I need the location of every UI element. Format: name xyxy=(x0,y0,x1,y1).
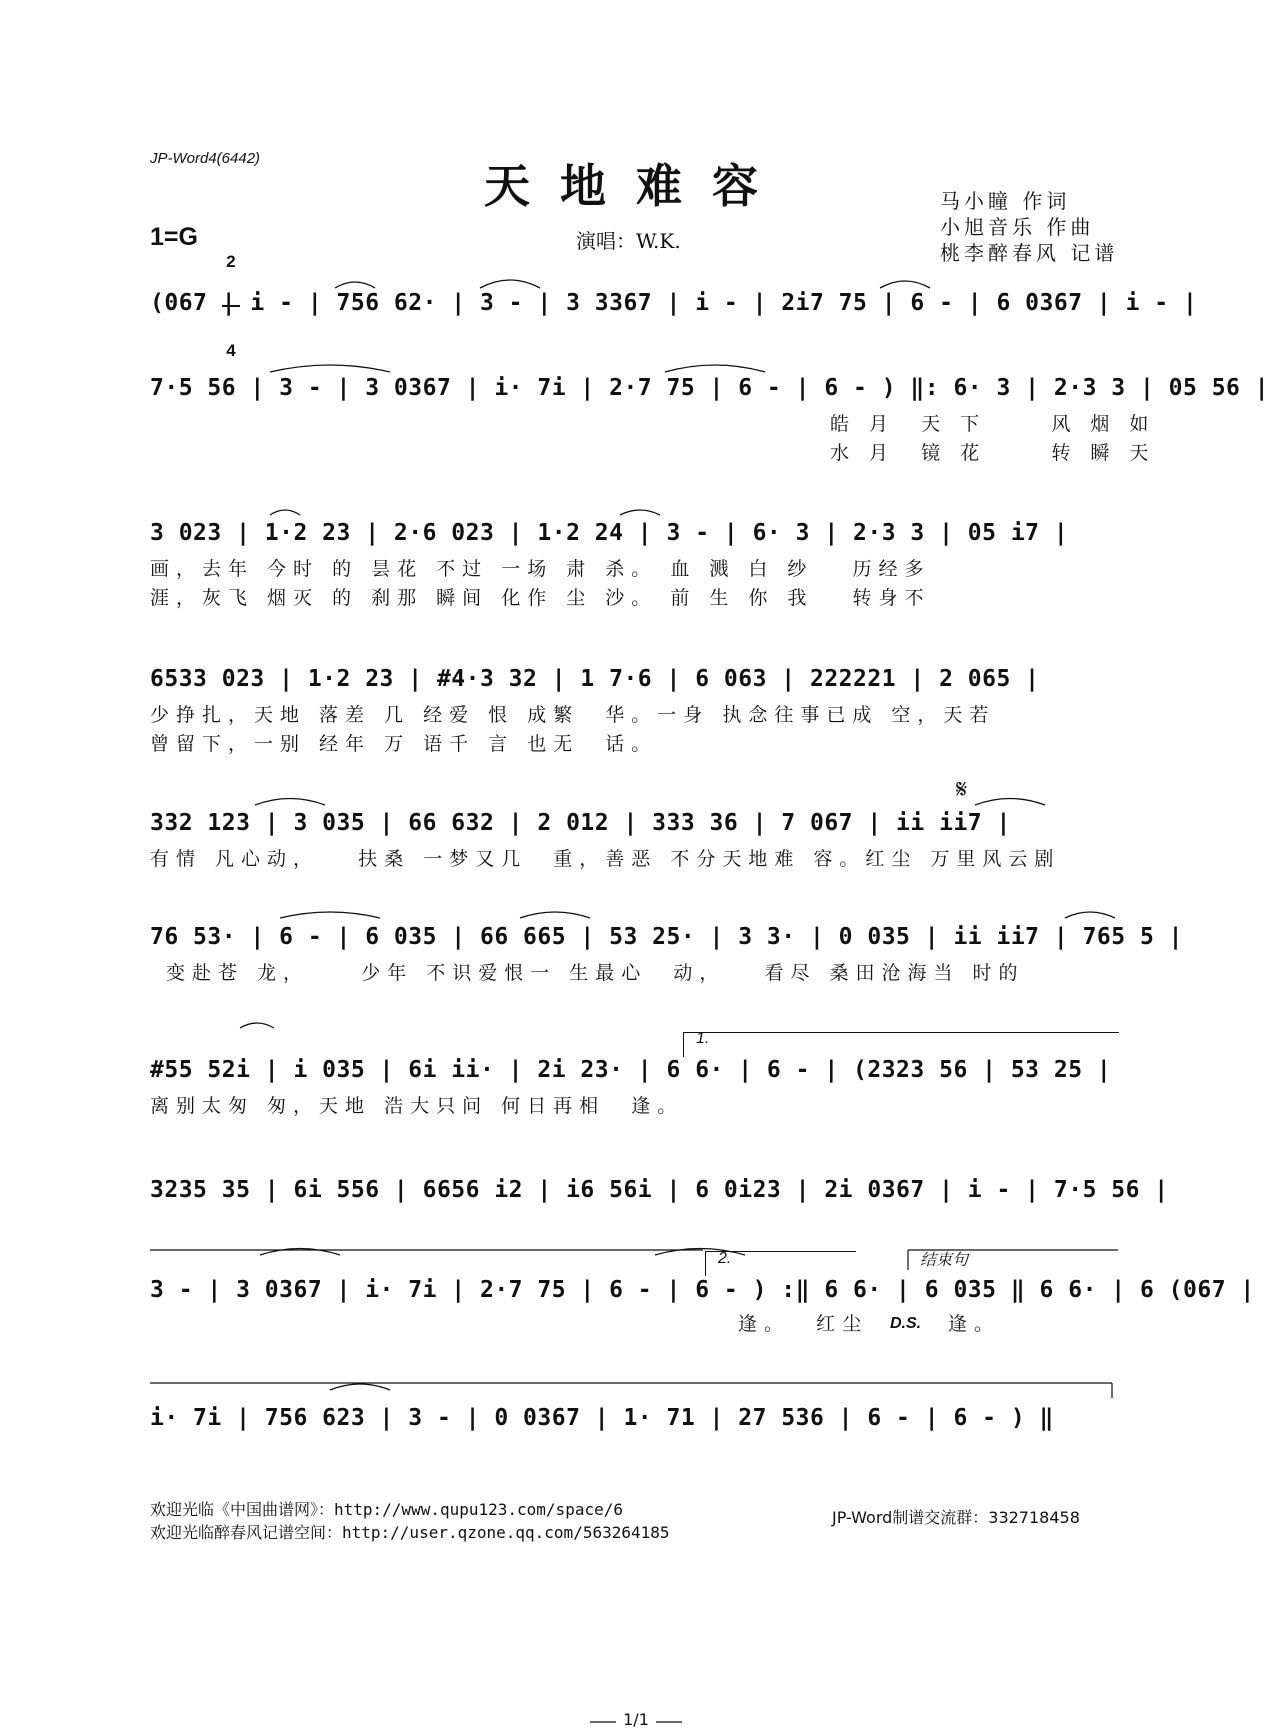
key-signature: 1=G xyxy=(150,223,198,251)
footer-link-qzone[interactable]: 欢迎光临醉春风记谱空间：http://user.qzone.qq.com/563264185 xyxy=(150,1523,670,1542)
singer-credit: 演唱：W.K. xyxy=(576,229,681,253)
lyrics-line-9-ending: 逢。 xyxy=(948,1313,1001,1335)
volta-bracket-1 xyxy=(683,1032,1119,1057)
lyrics-line-2-verse-2: 水 月 镜 花 转 瞬 天 xyxy=(830,442,1156,464)
lyrics-line-4-verse-2: 曾留下，一别 经年 万 语千 言 也无 话。 xyxy=(150,733,658,755)
time-signature-top: 2 xyxy=(226,252,236,271)
lyrics-line-9: 逢。 红尘 xyxy=(738,1313,869,1335)
dal-segno-mark: D.S. xyxy=(890,1315,922,1332)
lyrics-line-4-verse-1: 少挣扎，天地 落差 几 经爱 恨 成繁 华。一身 执念往事已成 空，天若 xyxy=(150,704,996,726)
ending-label: 结束句 xyxy=(920,1252,969,1269)
lyrics-line-3-verse-2: 涯，灰飞 烟灭 的 刹那 瞬间 化作 尘 沙。 前 生 你 我 转身不 xyxy=(150,587,931,609)
lyrics-line-5: 有情 凡心动， 扶桑 一梦又几 重，善恶 不分天地难 容。红尘 万里风云剧 xyxy=(150,848,1061,870)
lyrics-line-2-verse-1: 皓 月 天 下 风 烟 如 xyxy=(830,413,1156,435)
volta-1-label: 1. xyxy=(696,1030,710,1047)
time-signature-bottom: 4 xyxy=(226,341,236,360)
volta-bracket-2 xyxy=(705,1251,856,1276)
notes-line-3: 3 023 | 1·2 23 | 2·6 023 | 1·2 24 | 3 - | 6· 3 | 2·3 3 | 05 i7 | xyxy=(150,520,1069,546)
notes-line-6: 76 53· | 6 - | 6 035 | 66 665 | 53 25· | 3 3· | 0 035 | ii ii7 | 765 5 | xyxy=(150,924,1183,950)
footer-link-qupu[interactable]: 欢迎光临《中国曲谱网》：http://www.qupu123.com/space/6 xyxy=(150,1500,623,1519)
lyrics-line-7: 离别太匆 匆，天地 浩大只问 何日再相 逢。 xyxy=(150,1095,684,1117)
notes-line-5: 332 123 | 3 035 | 66 632 | 2 012 | 333 36 | 7 067 | ii ii7 | xyxy=(150,810,1011,836)
notes-line-8: 3235 35 | 6i 556 | 6656 i2 | i6 56i | 6 0i23 | 2i 0367 | i - | 7·5 56 | xyxy=(150,1177,1169,1203)
page-number: 1/1 xyxy=(623,1710,649,1729)
qq-group-info: JP-Word制谱交流群：332718458 xyxy=(832,1508,1080,1527)
notes-line-9: 3 - | 3 0367 | i· 7i | 2·7 75 | 6 - | 6 - ) :‖ 6 6· | 6 035 ‖ 6 6· | 6 (067 | xyxy=(150,1277,1255,1303)
notes-line-2: 7·5 56 | 3 - | 3 0367 | i· 7i | 2·7 75 | 6 - | 6 - ) ‖: 6· 3 | 2·3 3 | 05 56 | xyxy=(150,375,1270,401)
page-title: 天地难容 xyxy=(484,159,788,213)
notes-line-1: (067 | i - | 756 62· | 3 - | 3 3367 | i - | 2i7 75 | 6 - | 6 0367 | i - | xyxy=(150,290,1198,316)
transcriber-credit: 桃李醉春风 记谱 xyxy=(940,241,1119,265)
notes-line-4: 6533 023 | 1·2 23 | #4·3 32 | 1 7·6 | 6 063 | 222221 | 2 065 | xyxy=(150,666,1040,692)
notes-line-7: #55 52i | i 035 | 6i ii· | 2i 23· | 6 6· | 6 - | (2323 56 | 53 25 | xyxy=(150,1057,1112,1083)
software-tag: JP-Word4(6442) xyxy=(150,150,261,167)
notes-line-10: i· 7i | 756 623 | 3 - | 0 0367 | 1· 71 | 27 536 | 6 - | 6 - ) ‖ xyxy=(150,1405,1054,1431)
composer-credit: 小旭音乐 作曲 xyxy=(940,215,1095,239)
lyricist-credit: 马小瞳 作词 xyxy=(940,189,1071,213)
lyrics-line-3-verse-1: 画，去年 今时 的 昙花 不过 一场 肃 杀。 血 溅 白 纱 历经多 xyxy=(150,558,931,580)
segno-sign: 𝄋 xyxy=(956,775,968,805)
lyrics-line-6: 变赴苍 龙， 少年 不识爱恨一 生最心 动， 看尽 桑田沧海当 时的 xyxy=(166,962,1025,984)
volta-2-label: 2. xyxy=(718,1250,732,1267)
